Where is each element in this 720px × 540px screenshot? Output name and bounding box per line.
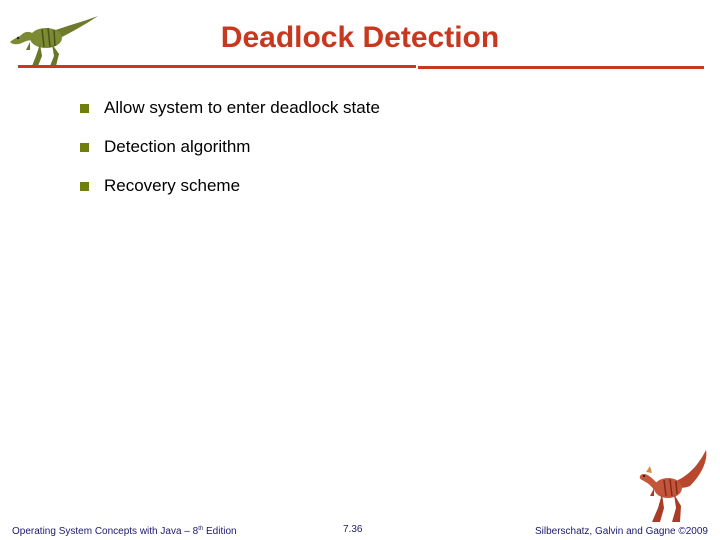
footer-copyright: Silberschatz, Galvin and Gagne ©2009 [534,526,708,537]
footer-book-title [12,526,237,537]
footer-book-superscript: th [198,526,204,532]
slide-title: Deadlock Detection [220,21,500,54]
title-rule-right [418,66,704,69]
footer-book-prefix: Operating System Concepts with Java – 8 [12,526,199,537]
bullet-item [80,174,380,213]
square-bullet-icon [80,143,89,152]
red-dinosaur-icon [636,446,712,524]
bullet-text: Recovery scheme [104,176,241,195]
square-bullet-icon [80,104,89,113]
bullet-item [80,135,380,174]
page-number: 7.36 [343,524,363,535]
footer-book-suffix: Edition [203,526,237,537]
bullet-text: Detection algorithm [104,137,251,156]
bullet-list [80,96,380,213]
title-rule-left [18,65,416,68]
square-bullet-icon [80,182,89,191]
green-dinosaur-icon [6,10,102,68]
bullet-text: Allow system to enter deadlock state [104,98,380,117]
bullet-item [80,96,380,135]
